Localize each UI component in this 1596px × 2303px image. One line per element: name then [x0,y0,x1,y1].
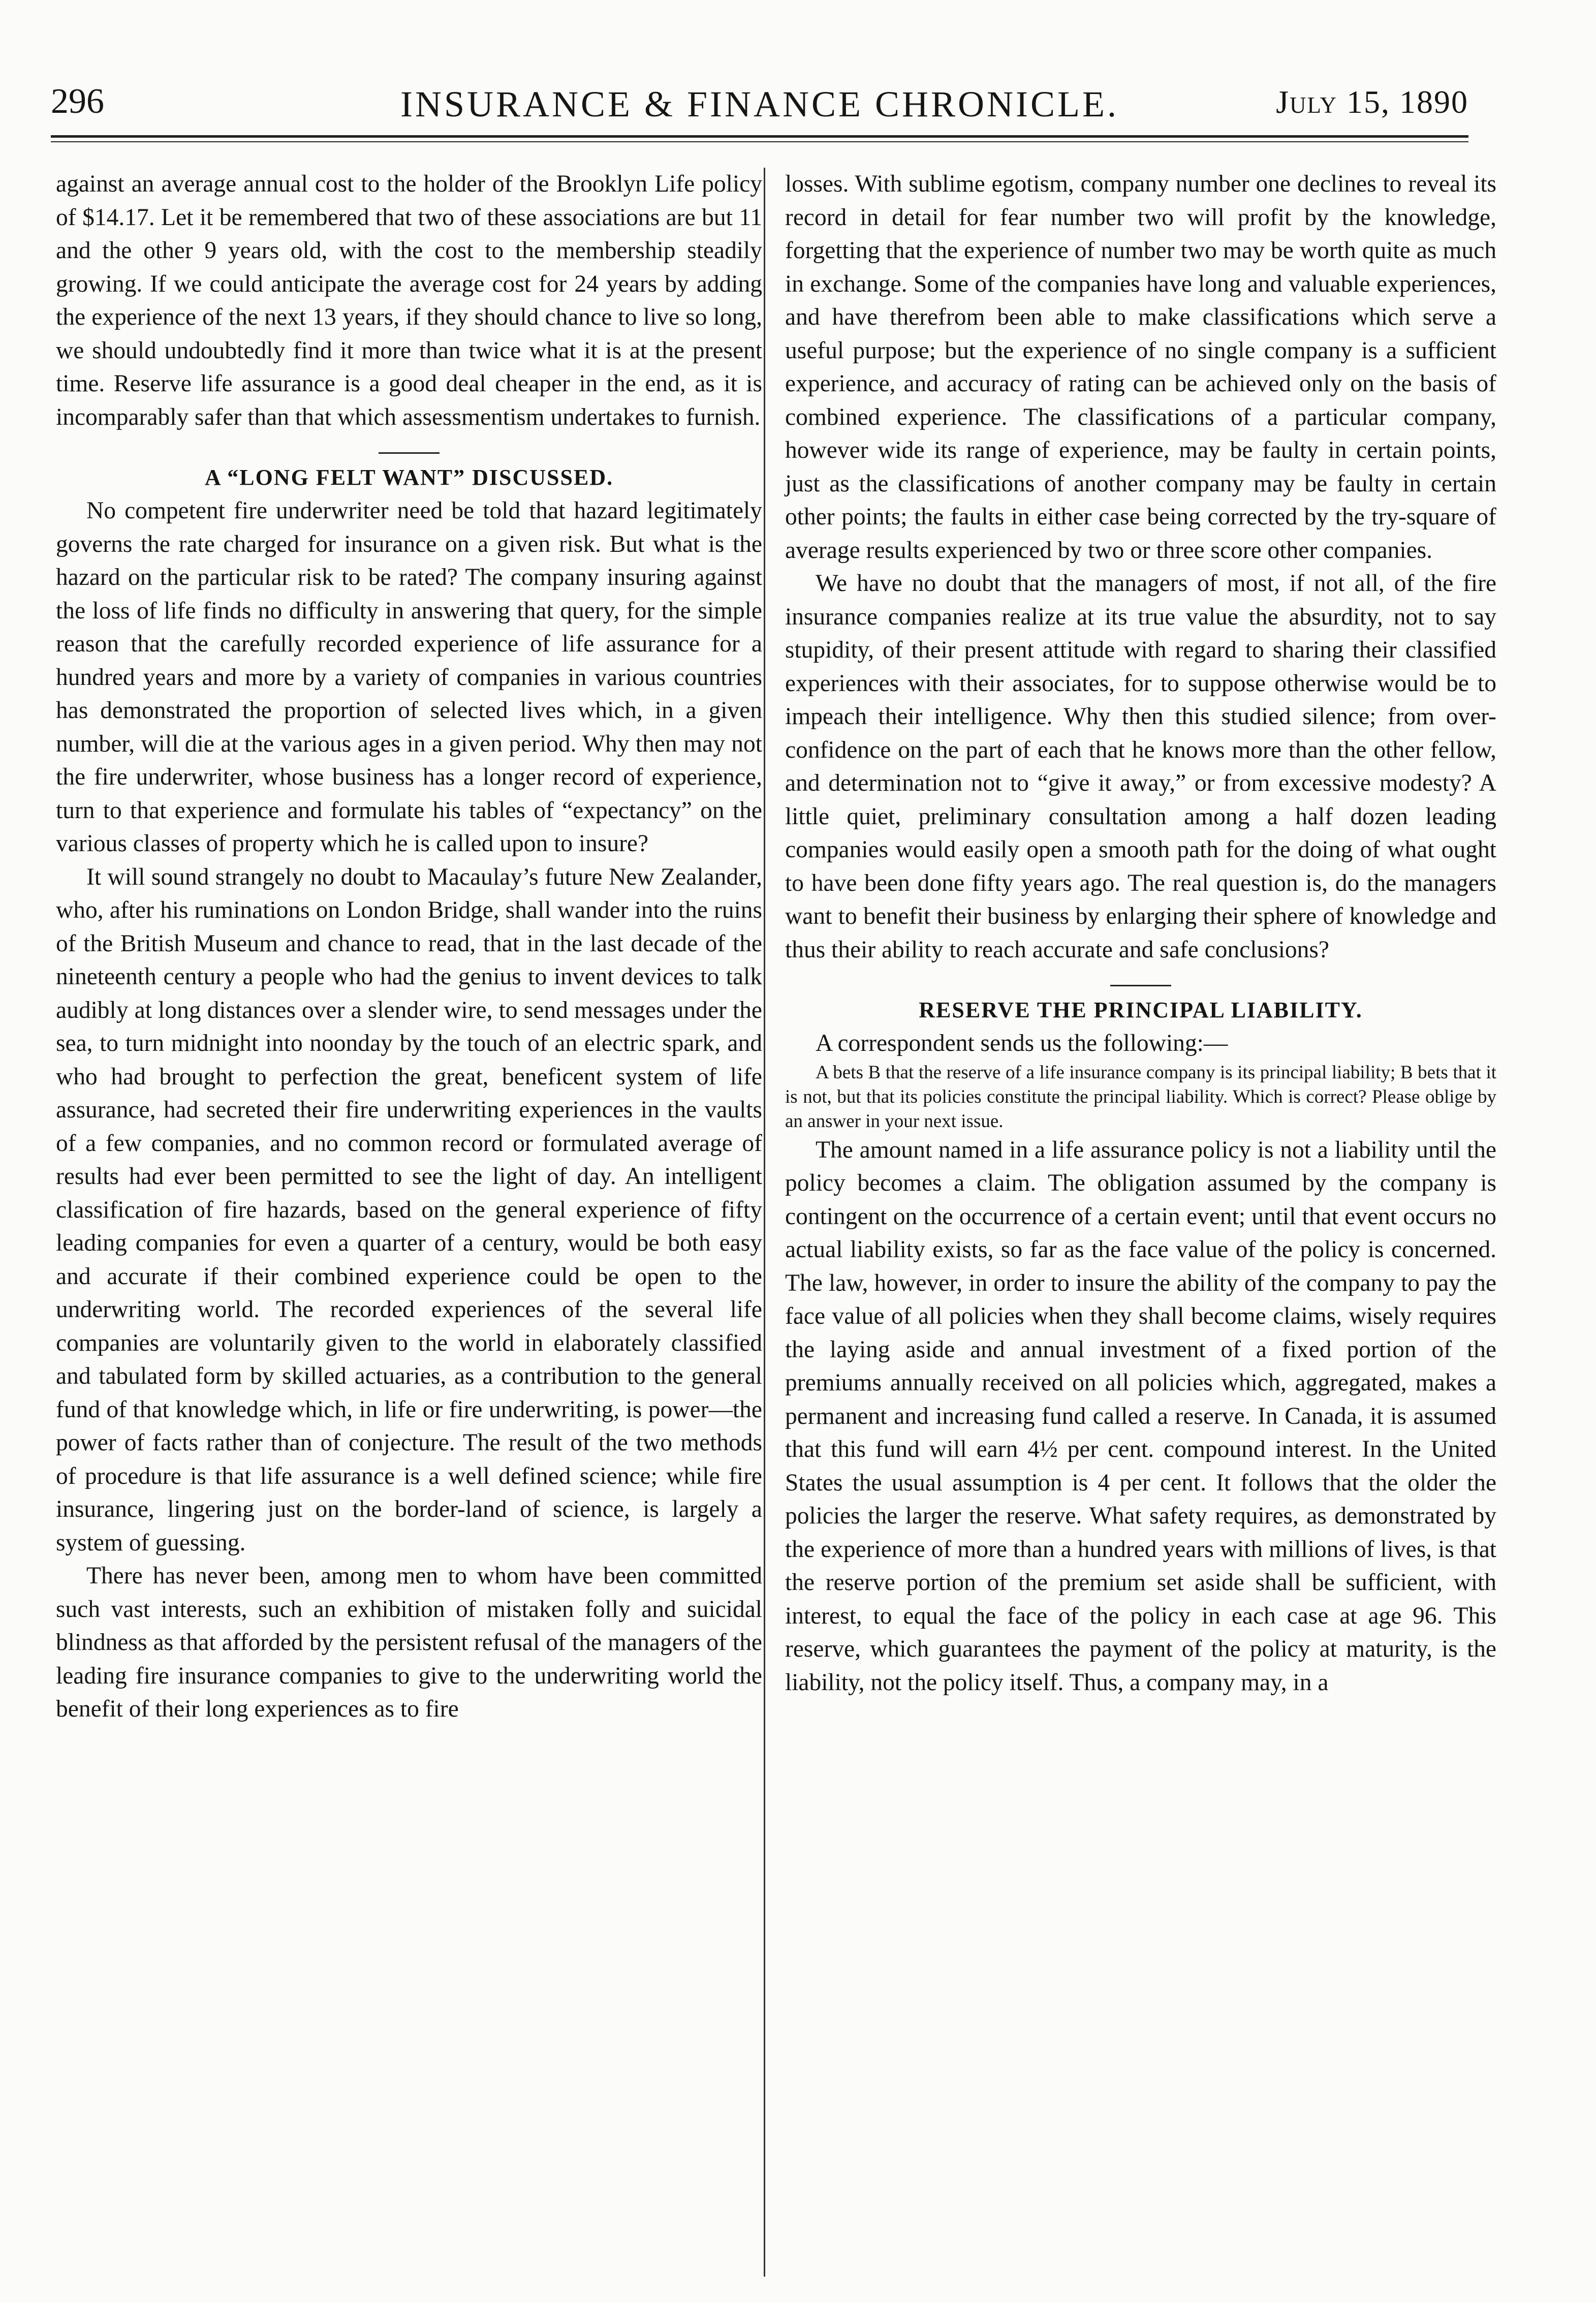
right-column [785,168,1496,2277]
body-paragraph: A correspondent sends us the following:— [816,1030,1228,1056]
left-column [56,168,762,2277]
section-divider [379,452,440,454]
section-divider [1110,985,1171,986]
article-heading-long-felt-want: A “LONG FELT WANT” DISCUSSED. [204,465,614,490]
body-paragraph: There has never been, among men to whom have been committed such vast interests, such an exhibition of mistaken folly and suicidal blindness as that afforded by the persistent refusal of the managers of the leading fire insurance companies to give to the underwriting world the benefit of their long experiences as to fire [56,1563,762,1722]
page-header [51,76,1468,137]
issue-date: July 15, 1890 [1276,84,1468,120]
article-heading-reserve-liability: RESERVE THE PRINCIPAL LIABILITY. [919,998,1363,1022]
header-rule-thick [51,135,1468,138]
page-number: 296 [51,82,104,121]
correspondent-letter: A bets B that the reserve of a life insurance company is its principal liability; B bets that it is not, but that its policies constitute the principal liability. Which is correct? Please oblige by an answer in your next issue. [785,1062,1496,1132]
header-rule-thin [51,141,1468,142]
body-paragraph: It will sound strangely no doubt to Macaulay’s future New Zealander, who, after his ruminations on London Bridge, shall wander into the ruins of the British Museum and chance to read, that in the last decade of the nineteenth century a people who had the genius to invent devices to talk audibly at long distances over a slender wire, to send messages under the sea, to turn midnight into noonday by the touch of an electric spark, and who had brought to perfection the great, beneficent system of life assurance, had secreted their fire underwriting experiences in the vaults of a few companies, and no common record or formulated average of results had ever been permitted to see the light of day. An intelligent classification of fire hazards, based on the general experience of fifty leading companies for even a quarter of a century, would be both easy and accurate if their combined experience could be open to the underwriting world. The recorded experiences of the several life companies are voluntarily given to the world in elaborately classified and tabulated form by skilled actuaries, as a contribution to the general fund of that knowledge which, in life or fire underwriting, is power—the power of facts rather than of conjecture. The result of the two methods of procedure is that life assurance is a well defined science; while fire insurance, lingering just on the border-land of science, is largely a system of guessing. [56,863,762,1556]
article-continuation-paragraph: against an average annual cost to the holder of the Brooklyn Life policy of $14.17. Let it be remembered that two of these associations are but 11 and the other 9 years old, with the cost to the membership steadily growing. If we could anticipate the average cost for 24 years by adding the experience of the next 13 years, if they should chance to live so long, we should undoubtedly find it more than twice what it is at the present time. Reserve life assurance is a good deal cheaper in the end, as it is incomparably safer than that which assessmentism undertakes to furnish. [56,171,762,430]
body-paragraph: We have no doubt that the managers of most, if not all, of the fire insurance companies realize at its true value the absurdity, not to say stupidity, of their present attitude with regard to sharing their classified experiences with their associates, for to suppose otherwise would be to impeach their intelligence. Why then this studied silence; from over-confidence on the part of each that he knows more than the other fellow, and determination not to “give it away,” or from excessive modesty? A little quiet, preliminary consultation among a half dozen leading companies would easily open a smooth path for the doing of what ought to have been done fifty years ago. The real question is, do the managers want to benefit their business by enlarging their sphere of knowledge and thus their ability to reach accurate and safe conclusions? [785,570,1496,963]
body-paragraph: No competent fire underwriter need be told that hazard legitimately governs the rate charged for insurance on a given risk. But what is the hazard on the particular risk to be rated? The company insuring against the loss of life finds no difficulty in answering that query, for the simple reason that the carefully recorded experience of life assurance for a hundred years and more by a variety of companies in various countries has demonstrated the proportion of selected lives which, in a given number, will die at the various ages in a given period. Why then may not the fire underwriter, whose business has a longer record of experience, turn to that experience and formulate his tables of “expectancy” on the various classes of property which he is called upon to insure? [56,497,762,857]
publication-title: INSURANCE & FINANCE CHRONICLE. [400,84,1119,125]
body-paragraph: losses. With sublime egotism, company number one declines to reveal its record in detail for fear number two will profit by the knowledge, forgetting that the experience of number two may be worth quite as much in exchange. Some of the companies have long and valuable experiences, and have therefrom been able to make classifications which serve a useful purpose; but the experience of no single company is a sufficient experience, and accuracy of rating can be achieved only on the basis of combined experience. The classifications of a particular company, however wide its range of experience, may be faulty in certain points, just as the classifications of another company may be faulty in certain other points; the faults in either case being corrected by the try-square of average results experienced by two or three score other companies. [785,171,1496,564]
column-divider [764,168,765,2277]
body-paragraph: The amount named in a life assurance policy is not a liability until the policy becomes a claim. The obligation assumed by the company is contingent on the occurrence of a certain event; until that event occurs no actual liability exists, so far as the face value of the policy is concerned. The law, however, in order to insure the ability of the company to pay the face value of all policies when they shall become claims, wisely requires the laying aside and annual investment of a fixed portion of the premiums annually received on all policies which, aggregated, makes a permanent and increasing fund called a reserve. In Canada, it is assumed that this fund will earn 4½ per cent. compound interest. In the United States the usual assumption is 4 per cent. It follows that the older the policies the larger the reserve. What safety requires, as demonstrated by the experience of more than a hundred years with millions of lives, is that the reserve portion of the premium set aside shall be sufficient, with interest, to equal the face of the policy in each case at age 96. This reserve, which guarantees the payment of the policy at maturity, is the liability, not the policy itself. Thus, a company may, in a [785,1136,1496,1696]
